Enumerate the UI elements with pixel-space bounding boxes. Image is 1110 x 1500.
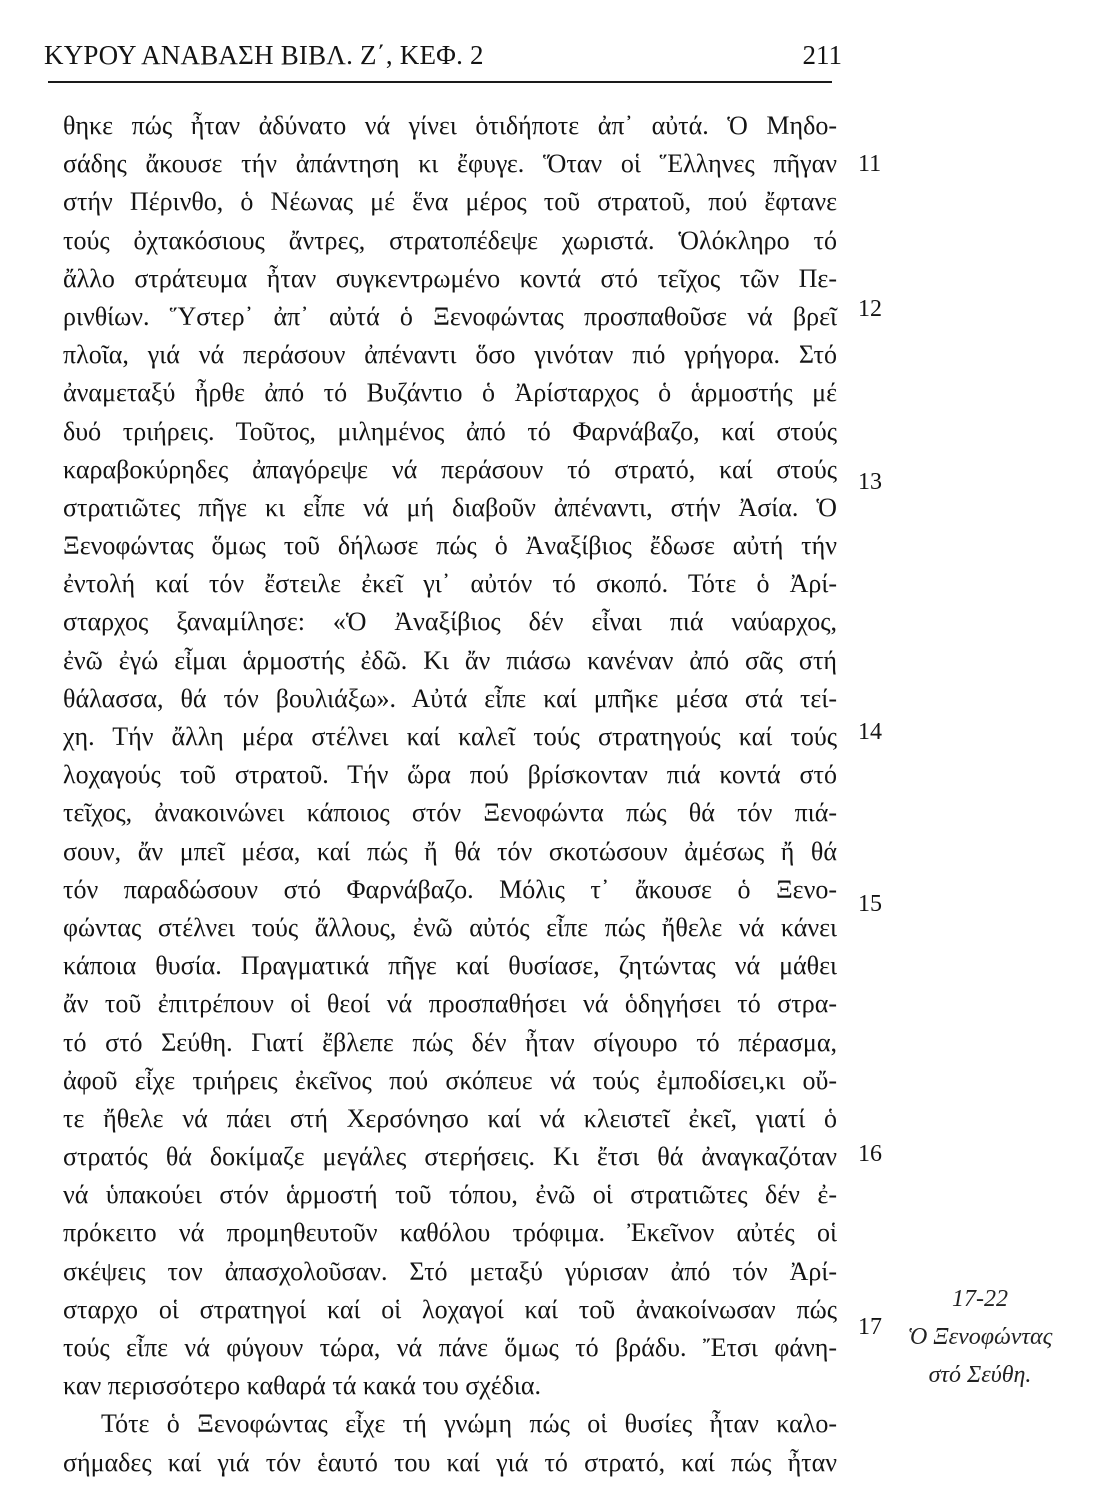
text-line: σταρχο οἱ στρατηγοί καί οἱ λοχαγοί καί τοῦ ἀνακοίνωσαν πώς (63, 1294, 837, 1324)
text-line: λοχαγούς τοῦ στρατοῦ. Τήν ὥρα πού βρίσκονταν πιά κοντά στό (63, 760, 837, 790)
section-number: 16 (858, 1141, 882, 1167)
text-line: τούς ὀχτακόσιους ἄντρες, στρατοπέδεψε χωριστά. Ὁλόκληρο τό (63, 225, 837, 255)
text-line: στήν Πέρινθο, ὁ Νέωνας μέ ἕνα μέρος τοῦ στρατοῦ, πού ἔφτανε (63, 187, 837, 217)
text-line: φώντας στέλνει τούς ἄλλους, ἐνῶ αὐτός εἶπε πώς ἤθελε νά κάνει (63, 912, 837, 942)
text-line: τόν παραδώσουν στό Φαρνάβαζο. Μόλις τ᾿ ἄκουσε ὁ Ξενο- (63, 874, 837, 904)
text-line: σάδης ἄκουσε τήν ἀπάντηση κι ἔφυγε. Ὅταν οἱ Ἕλληνες πῆγαν (63, 149, 837, 179)
section-number: 14 (858, 719, 882, 745)
section-number: 17 (858, 1314, 882, 1340)
text-line: τό στό Σεύθη. Γιατί ἔβλεπε πώς δέν ἦταν σίγουρο τό πέρασμα, (63, 1027, 837, 1057)
running-head (44, 40, 842, 74)
side-note (905, 1280, 1055, 1394)
text-line: ἐνῶ ἐγώ εἶμαι ἁρμοστής ἐδῶ. Κι ἄν πιάσω κανέναν ἀπό σᾶς στή (63, 645, 837, 675)
side-note-line: Ὁ Ξενοφώντας (907, 1324, 1053, 1350)
text-line: θάλασσα, θά τόν βουλιάξω». Αὐτά εἶπε καί μπῆκε μέσα στά τεί- (63, 683, 837, 713)
text-line: στρατιῶτες πῆγε κι εἶπε νά μή διαβοῦν ἀπέναντι, στήν Ἀσία. Ὁ (63, 492, 837, 522)
section-number: 11 (858, 151, 882, 177)
text-line: ἄν τοῦ ἐπιτρέπουν οἱ θεοί νά προσπαθήσει νά ὁδηγήσει τό στρα- (63, 989, 837, 1019)
text-line: ἐντολή καί τόν ἔστειλε ἐκεῖ γι᾿ αὐτόν τό σκοπό. Τότε ὁ Ἀρί- (63, 569, 837, 599)
text-line: σταρχος ξαναμίλησε: «Ὁ Ἀναξίβιος δέν εἶναι πιά ναύαρχος, (63, 607, 837, 637)
header-rule (48, 81, 832, 83)
text-line: σκέψεις τον ἀπασχολοῦσαν. Στό μεταξύ γύρισαν ἀπό τόν Ἀρί- (63, 1256, 837, 1286)
page-number: 211 (802, 40, 842, 70)
text-line-indented: Τότε ὁ Ξενοφώντας εἶχε τή γνώμη πώς οἱ θυσίες ἦταν καλο- (101, 1409, 837, 1439)
section-number: 15 (858, 891, 882, 917)
text-line: χη. Τήν ἄλλη μέρα στέλνει καί καλεῖ τούς στρατηγούς καί τούς (63, 722, 837, 751)
text-line: ἀναμεταξύ ἦρθε ἀπό τό Βυζάντιο ὁ Ἀρίσταρχος ὁ ἁρμοστής μέ (63, 378, 837, 408)
text-line: στρατός θά δοκίμαζε μεγάλες στερήσεις. Κι ἔτσι θά ἀναγκαζόταν (63, 1142, 837, 1172)
text-line: θηκε πώς ἦταν ἀδύνατο νά γίνει ὁτιδήποτε ἀπ᾿ αὐτά. Ὁ Μηδο- (63, 111, 837, 140)
section-number: 13 (858, 469, 882, 495)
text-line: σήμαδες καί γιά τόν ἑαυτό του καί γιά τό στρατό, καί πώς ἦταν (63, 1447, 837, 1477)
text-line: ἄλλο στράτευμα ἦταν συγκεντρωμένο κοντά στό τεῖχος τῶν Πε- (63, 263, 837, 293)
text-line: καν περισσότερο καθαρά τά κακά του σχέδια. (63, 1371, 542, 1401)
running-head-title: ΚΥΡΟΥ ΑΝΑΒΑΣΗ ΒΙΒΛ. Ζ΄, ΚΕΦ. 2 (44, 40, 484, 70)
text-line: πρόκειτο νά προμηθευτοῦν καθόλου τρόφιμα. Ἐκεῖνον αὐτές οἱ (63, 1218, 837, 1248)
section-number: 12 (858, 296, 882, 322)
side-note-range: 17-22 (952, 1286, 1008, 1312)
text-line: Ξενοφώντας ὅμως τοῦ δήλωσε πώς ὁ Ἀναξίβιος ἔδωσε αὐτή τήν (63, 531, 837, 561)
text-line: ἀφοῦ εἶχε τριήρεις ἐκεῖνος πού σκόπευε νά τούς ἐμποδίσει,κι οὔ- (63, 1065, 837, 1095)
body-text (63, 107, 837, 1482)
text-line: τε ἤθελε νά πάει στή Χερσόνησο καί νά κλειστεῖ ἐκεῖ, γιατί ὁ (63, 1103, 837, 1133)
text-line: τούς εἶπε νά φύγουν τώρα, νά πάνε ὅμως τό βράδυ. Ἔτσι φάνη- (63, 1333, 837, 1362)
text-line: νά ὑπακούει στόν ἁρμοστή τοῦ τόπου, ἐνῶ οἱ στρατιῶτες δέν ἐ- (63, 1180, 837, 1210)
text-line: τεῖχος, ἀνακοινώνει κάποιος στόν Ξενοφώντα πώς θά τόν πιά- (63, 798, 837, 828)
side-note-line: στό Σεύθη. (928, 1362, 1032, 1388)
text-line: κάποια θυσία. Πραγματικά πῆγε καί θυσίασε, ζητώντας νά μάθει (63, 951, 837, 981)
text-line: ρινθίων. Ὕστερ᾿ ἀπ᾿ αὐτά ὁ Ξενοφώντας προσπαθοῦσε νά βρεῖ (63, 301, 837, 331)
text-line: πλοῖα, γιά νά περάσουν ἀπέναντι ὅσο γινόταν πιό γρήγορα. Στό (63, 340, 837, 370)
text-line: καραβοκύρηδες ἀπαγόρεψε νά περάσουν τό στρατό, καί στούς (63, 454, 837, 484)
text-line: δυό τριήρεις. Τοῦτος, μιλημένος ἀπό τό Φαρνάβαζο, καί στούς (63, 416, 837, 446)
text-line: σουν, ἄν μπεῖ μέσα, καί πώς ἤ θά τόν σκοτώσουν ἀμέσως ἤ θά (63, 836, 837, 866)
